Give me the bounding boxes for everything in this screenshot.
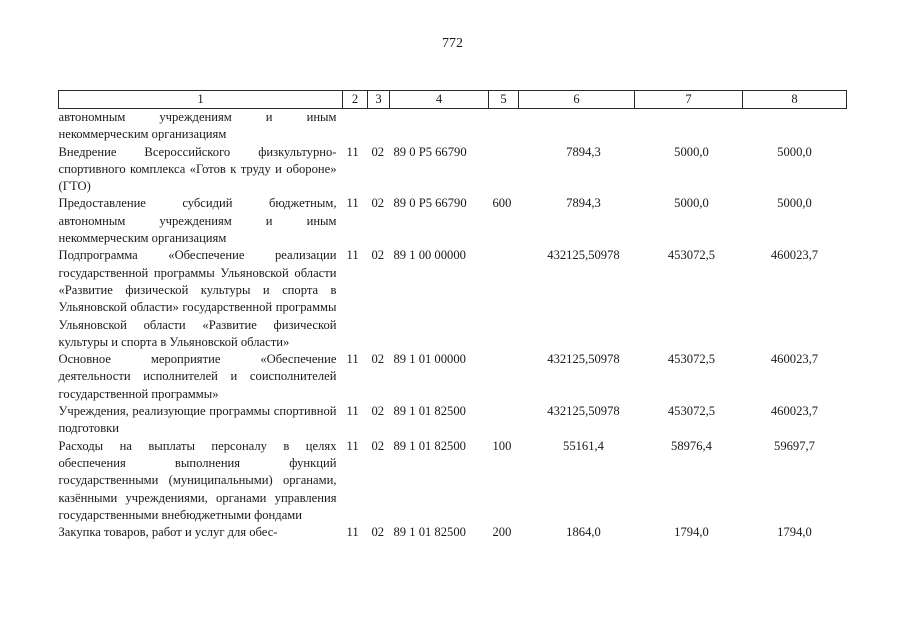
row-expense-type: 600 xyxy=(492,196,512,211)
row-amount-2: 453072,5 xyxy=(667,248,716,263)
row-name: Подпрограмма «Обеспечение реализации государственной программы Ульяновской области «Развитие физической культуры и спорта в Ульяновской области» государственной программы Ульяновской области «Развитие физической культуры и спорта в Ульяновской области» xyxy=(58,248,337,349)
row-subsection xyxy=(368,109,390,144)
row-amount-2: 453072,5 xyxy=(667,352,716,367)
row-amount-3: 5000,0 xyxy=(777,144,812,159)
row-expense-type xyxy=(489,109,519,144)
row-subsection: 02 xyxy=(371,196,385,211)
table-row xyxy=(59,247,847,351)
row-target-code: 89 0 P5 66790 xyxy=(393,144,467,159)
header-col-5: 5 xyxy=(489,91,519,109)
row-amount-1: 1864,0 xyxy=(566,525,601,540)
row-amount-3 xyxy=(743,109,847,144)
row-subsection: 02 xyxy=(371,352,385,367)
row-amount-1 xyxy=(519,109,635,144)
header-col-1: 1 xyxy=(59,91,343,109)
row-amount-2: 58976,4 xyxy=(671,438,712,453)
row-expense-type: 100 xyxy=(492,438,512,453)
row-expense-type xyxy=(489,247,519,351)
row-expense-type xyxy=(489,144,519,196)
row-amount-1: 7894,3 xyxy=(566,144,601,159)
header-col-6: 6 xyxy=(519,91,635,109)
row-target-code: 89 1 01 82500 xyxy=(393,525,466,540)
table-body xyxy=(59,109,847,542)
table-row xyxy=(59,109,847,144)
row-amount-3: 1794,0 xyxy=(777,525,812,540)
header-col-3: 3 xyxy=(368,91,390,109)
row-expense-type xyxy=(489,403,519,438)
row-name: Основное мероприятие «Обеспечение деятельности исполнителей и соисполнителей государственной программы» xyxy=(58,352,337,401)
row-name: Учреждения, реализующие программы спортивной подготовки xyxy=(58,404,337,436)
row-amount-2 xyxy=(635,109,743,144)
table-row xyxy=(59,438,847,524)
row-name: Закупка товаров, работ и услуг для обес- xyxy=(58,525,278,540)
row-section: 11 xyxy=(346,404,359,419)
row-name: Внедрение Всероссийского физкультурно-спортивного комплекса «Готов к труду и обороне» (ГТО) xyxy=(58,144,337,194)
row-amount-2: 453072,5 xyxy=(667,404,716,419)
row-expense-type: 200 xyxy=(492,525,512,540)
row-section: 11 xyxy=(346,196,359,211)
row-amount-2: 5000,0 xyxy=(674,144,709,159)
row-amount-1: 7894,3 xyxy=(566,196,601,211)
row-section: 11 xyxy=(346,438,359,453)
header-col-7: 7 xyxy=(635,91,743,109)
row-target-code xyxy=(390,109,489,144)
row-target-code: 89 1 01 82500 xyxy=(393,404,466,419)
row-amount-3: 460023,7 xyxy=(770,248,819,263)
table-header-row xyxy=(59,91,847,109)
row-amount-2: 1794,0 xyxy=(674,525,709,540)
row-target-code: 89 1 01 82500 xyxy=(393,438,466,453)
row-amount-1: 432125,50978 xyxy=(547,248,620,263)
header-col-2: 2 xyxy=(343,91,368,109)
row-name: автономным учреждениям и иным некоммерческим организациям xyxy=(58,110,337,142)
row-amount-1: 432125,50978 xyxy=(547,352,620,367)
row-subsection: 02 xyxy=(371,525,385,540)
row-section xyxy=(343,109,368,144)
page-number: 772 xyxy=(442,36,463,51)
table-row xyxy=(59,144,847,196)
row-amount-3: 460023,7 xyxy=(770,404,819,419)
row-subsection: 02 xyxy=(371,404,385,419)
table-row xyxy=(59,524,847,541)
table-row xyxy=(59,195,847,247)
row-target-code: 89 1 01 00000 xyxy=(393,352,466,367)
row-amount-2: 5000,0 xyxy=(674,196,709,211)
row-name: Расходы на выплаты персоналу в целях обеспечения выполнения функций государственными (муниципальными) органами, казёнными учреждениями, органами управления государственными внебюджетными фондами xyxy=(58,438,337,522)
row-section: 11 xyxy=(346,144,359,159)
row-amount-3: 460023,7 xyxy=(770,352,819,367)
table-row xyxy=(59,403,847,438)
row-target-code: 89 0 P5 66790 xyxy=(393,196,467,211)
row-target-code: 89 1 00 00000 xyxy=(393,248,466,263)
row-amount-3: 59697,7 xyxy=(774,438,815,453)
row-section: 11 xyxy=(346,248,359,263)
row-section: 11 xyxy=(346,525,359,540)
header-col-4: 4 xyxy=(390,91,489,109)
table-row xyxy=(59,351,847,403)
row-subsection: 02 xyxy=(371,144,385,159)
row-amount-1: 432125,50978 xyxy=(547,404,620,419)
row-amount-3: 5000,0 xyxy=(777,196,812,211)
row-section: 11 xyxy=(346,352,359,367)
budget-table xyxy=(58,90,847,541)
row-amount-1: 55161,4 xyxy=(563,438,604,453)
row-subsection: 02 xyxy=(371,248,385,263)
header-col-8: 8 xyxy=(743,91,847,109)
row-subsection: 02 xyxy=(371,438,385,453)
row-name: Предоставление субсидий бюджетным, автономным учреждениям и иным некоммерческим организациям xyxy=(58,196,337,246)
row-expense-type xyxy=(489,351,519,403)
